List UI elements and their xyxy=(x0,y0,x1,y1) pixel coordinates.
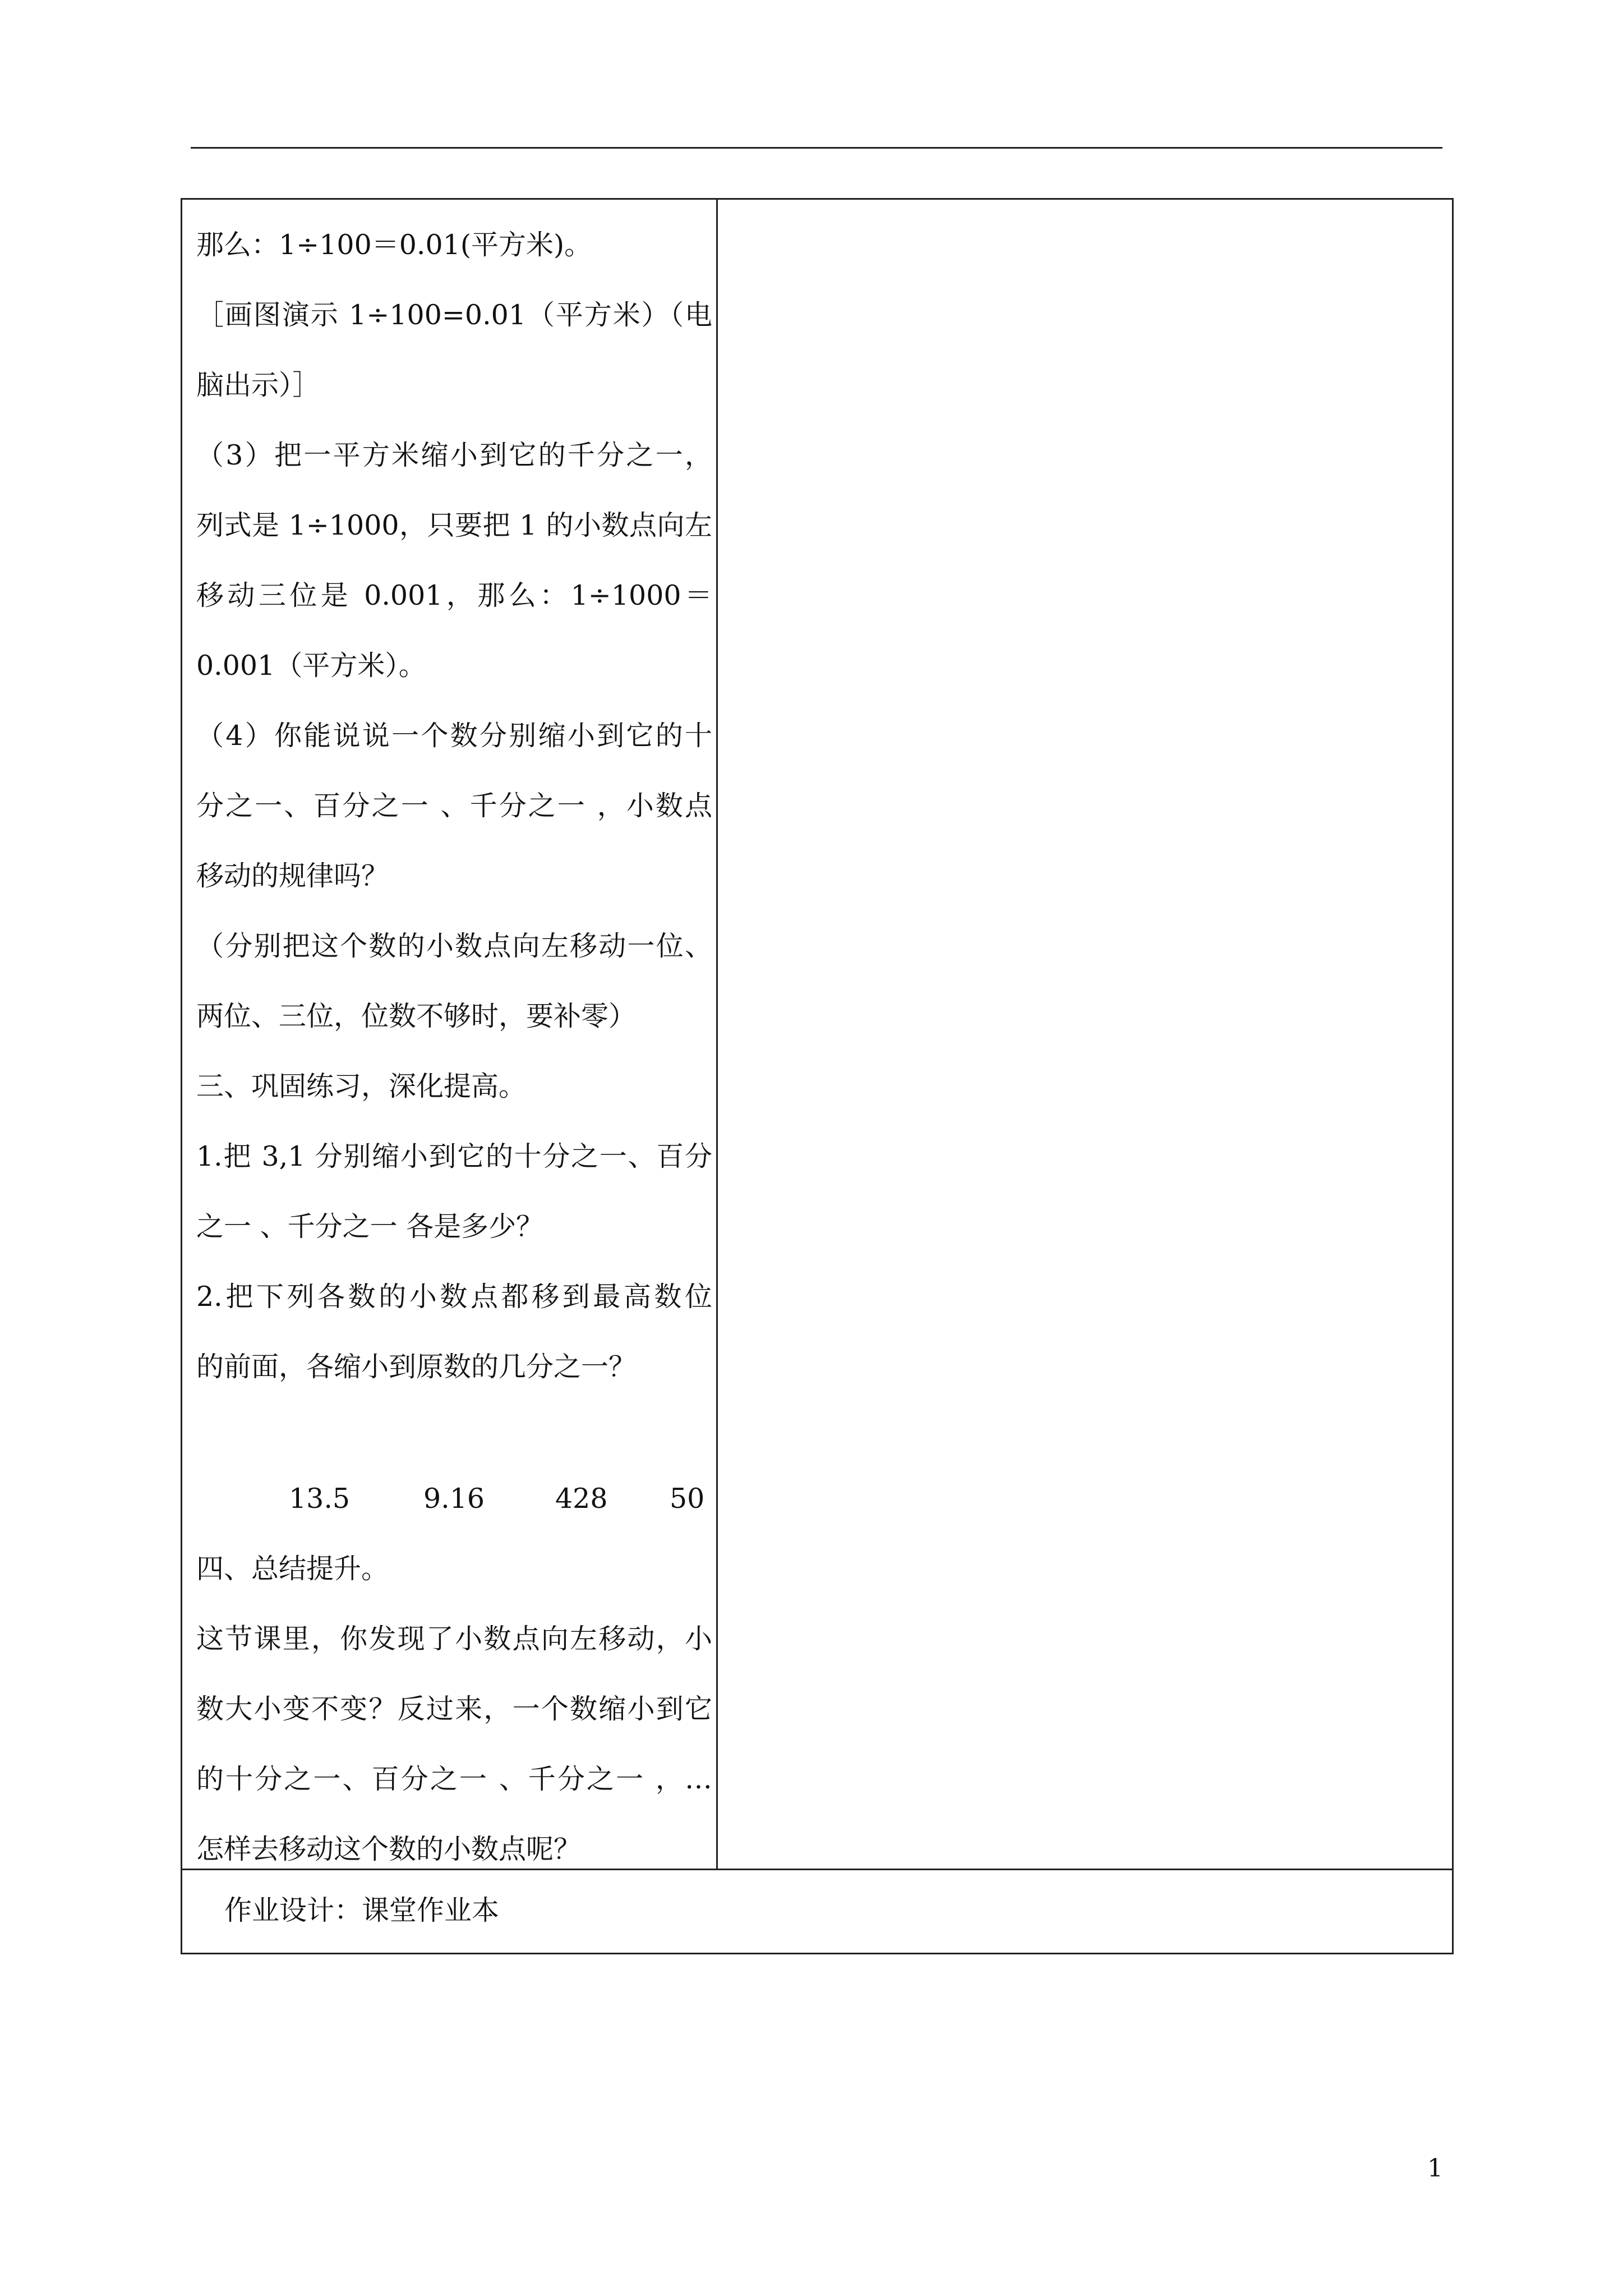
number-item: 428 xyxy=(555,1483,608,1515)
column-divider xyxy=(716,200,718,1869)
spacer xyxy=(196,1402,712,1464)
text-line: ［画图演示 1÷100=0.01（平方米）（电 xyxy=(196,299,712,331)
text-line: 这节课里，你发现了小数点向左移动，小 xyxy=(196,1623,712,1655)
section-heading: 三、巩固练习，深化提高。 xyxy=(196,1070,527,1102)
text-line: 列式是 1÷1000，只要把 1 的小数点向左 xyxy=(196,509,712,541)
number-item: 50 xyxy=(670,1483,705,1515)
text-line: 两位、三位，位数不够时，要补零） xyxy=(196,1000,637,1032)
text-line: （分别把这个数的小数点向左移动一位、 xyxy=(196,930,712,962)
text-line: 那么：1÷100＝0.01(平方米)。 xyxy=(196,229,592,261)
number-list xyxy=(196,1464,712,1534)
text-line: 的前面，各缩小到原数的几分之一？ xyxy=(196,1351,637,1383)
header-rule xyxy=(191,147,1442,149)
text-line: （4）你能说说一个数分别缩小到它的十 xyxy=(196,720,712,752)
text-line: 脑出示）］ xyxy=(196,369,320,401)
lesson-table xyxy=(181,198,1454,1954)
text-line: 分之一、百分之一 、千分之一 ，小数点 xyxy=(196,790,712,822)
text-line: 移动三位是 0.001，那么：1÷1000＝ xyxy=(196,579,712,611)
text-line: 数大小变不变？反过来，一个数缩小到它 xyxy=(196,1693,712,1725)
page-number: 1 xyxy=(1427,2154,1443,2183)
text-line: 之一 、千分之一 各是多少？ xyxy=(196,1211,544,1243)
text-line: 移动的规律吗？ xyxy=(196,860,389,892)
number-item: 13.5 xyxy=(289,1483,351,1515)
text-line: （3）把一平方米缩小到它的千分之一， xyxy=(196,439,712,471)
homework-label: 作业设计：课堂作业本 xyxy=(224,1894,500,1926)
text-line: 怎样去移动这个数的小数点呢？ xyxy=(196,1833,582,1865)
lesson-content-cell xyxy=(196,210,712,1884)
text-line: 0.001（平方米）。 xyxy=(196,650,426,682)
number-item: 9.16 xyxy=(423,1483,485,1515)
text-line: 2.把下列各数的小数点都移到最高数位 xyxy=(196,1281,712,1313)
text-line: 1.把 3,1 分别缩小到它的十分之一、百分 xyxy=(196,1140,712,1172)
section-heading: 四、总结提升。 xyxy=(196,1553,389,1585)
text-line: 的十分之一、百分之一 、千分之一 ，… xyxy=(196,1763,712,1795)
